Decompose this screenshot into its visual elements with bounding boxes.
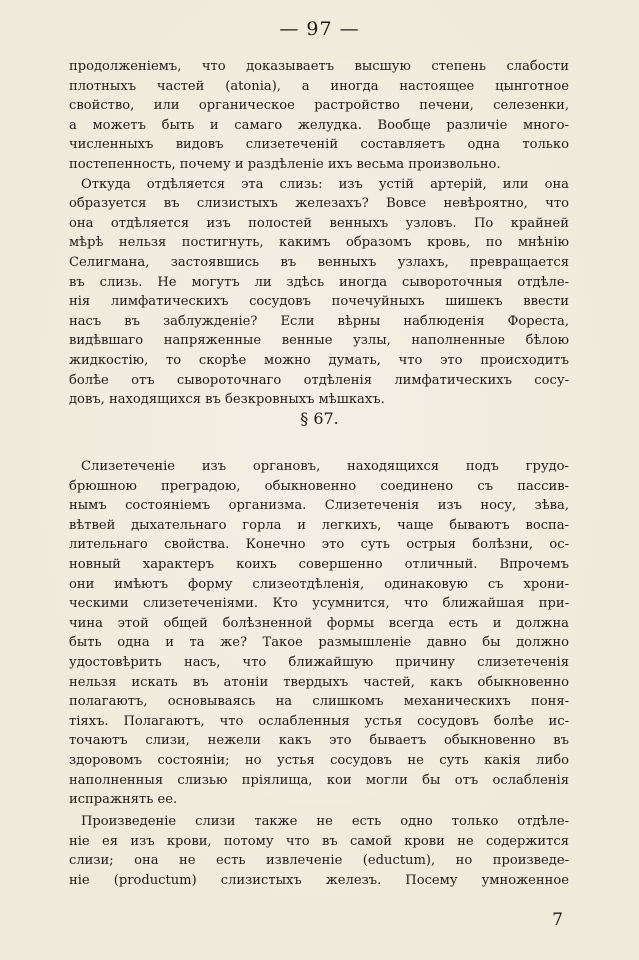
text-line: новный характеръ коихъ совершенно отличный. Впрочемъ [69,556,569,572]
text-line: въ слизь. Не могутъ ли здѣсь иногда сывороточныя отдѣле- [69,274,569,290]
text-line: свойство, или органическое растройство печени, селезенки, [69,98,569,114]
text-line: видѣвшаго напряженные венные узлы, наполненные бѣлою [69,333,569,349]
text-line: мѣрѣ нельзя постигнуть, какимъ образомъ кровь, по мнѣнію [69,235,569,251]
paragraph-section-67 [69,457,569,810]
text-line: ніе (productum) слизистыхъ железъ. Посему умноженное [69,872,569,888]
text-line: наполненныя слизью пріялища, кои могли бы отъ ослабленія [69,772,569,788]
signature-mark: 7 [552,910,563,930]
text-line: точаютъ слизи, нежели какъ это бываетъ обыкновенно въ [69,733,569,749]
text-line: постепенность, почему и раздѣленіе ихъ весьма произвольно. [69,156,501,172]
text-line: тіяхъ. Полагаютъ, что ослабленныя устья сосудовъ болѣе ис- [69,713,569,729]
text-line: ческими слизетеченіями. Кто усумнится, что ближайшая при- [69,596,569,612]
text-line: образуется въ слизистыхъ железахъ? Вовсе невѣроятно, что [69,196,569,212]
text-line: быть одна и та же? Такое размышленіе давно бы должно [69,635,569,651]
text-line: численныхъ видовъ слизетеченій составляетъ одна только [69,137,569,153]
text-line: продолженіемъ, что доказываетъ высшую степень слабости [69,59,569,74]
text-line: а можетъ быть и самаго желудка. Вообще различіе много- [69,117,569,133]
text-line: плотныхъ частей (atonia), а иногда настоящее цынготное [69,78,569,94]
text-line: насъ въ заблужденіе? Если вѣрны наблюденія Фореста, [69,313,569,329]
paragraph-continuation [69,57,569,175]
page-number: — 97 — [279,18,360,40]
text-line: Селигмана, застоявшись въ венныхъ узлахъ, превращается [69,254,569,270]
text-line: брюшною преградою, обыкновенно соединено съ пассив- [69,478,569,494]
text-line: нельзя искать въ атоніи твердыхъ частей, какъ обыкновенно [69,674,569,690]
text-line: Откуда отдѣляется эта слизь: изъ устій артерій, или она [81,176,569,192]
text-line: Произведеніе слизи также не есть одно только отдѣле- [81,814,569,829]
text-line: испражнять ее. [69,792,178,808]
paragraph-origin-of-mucus [69,175,569,410]
text-line: болѣе отъ сывороточнаго отдѣленія лимфатическихъ сосу- [69,372,569,388]
text-line: нія лимфатическихъ сосудовъ почечуйныхъ шишекъ ввести [69,294,569,310]
text-line: они имѣютъ форму слизеотдѣленія, одинаковую съ хрони- [69,576,569,592]
text-line: Слизетеченіе изъ органовъ, находящихся подъ грудо- [81,459,569,474]
text-line: она отдѣляется изъ полостей венныхъ узловъ. По крайней [69,215,569,231]
text-line: лительнаго свойства. Конечно это суть острыя болѣзни, ос- [69,537,569,553]
text-line: здоровомъ состояніи; но устья сосудовъ не суть какія либо [69,752,569,768]
text-line: ніе ея изъ крови, потому что въ самой крови не содержится [69,833,569,849]
text-line: жидкостію, то скорѣе можно думать, что это происходитъ [69,352,569,368]
text-line: довъ, находящихся въ безкровныхъ мѣшкахъ. [69,392,385,408]
text-line: вѣтвей дыхательнаго горла и легкихъ, чаще бываютъ воспа- [69,517,569,533]
text-line: удостовѣрить насъ, что ближайшую причину слизетеченія [69,654,569,670]
section-heading: § 67. [300,409,339,428]
text-line: нымъ состояніемъ организма. Слизетеченія изъ носу, зѣва, [69,498,569,514]
text-line: слизи; она не есть извлеченіе (eductum), но произведе- [69,853,569,869]
text-line: полагаютъ, основываясь на слишкомъ механическихъ поня- [69,694,569,710]
text-line: чина этой общей болѣзненной формы всегда есть и должна [69,615,569,631]
paragraph-production-of-mucus [69,812,569,890]
